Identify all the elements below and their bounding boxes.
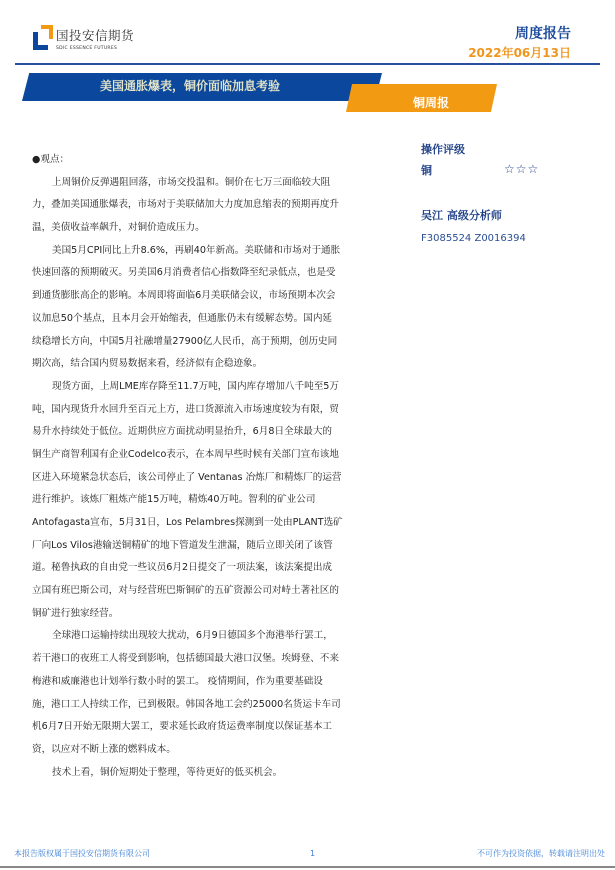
text-line: 上周铜价反弹遇阻回落，市场交投温和。铜价在七万三面临较大阻 bbox=[52, 176, 331, 188]
report-type: 周度报告 bbox=[515, 26, 571, 42]
text-line: 进行维护。该炼厂粗炼产能15万吨，精炼40万吨。智利的矿业公司 bbox=[32, 494, 316, 506]
text-line: 期次高，结合国内贸易数据来看，经济似有企稳迹象。 bbox=[32, 358, 263, 370]
text-line: 力，叠加美国通胀爆表，市场对于美联储加大力度加息缩表的预期再度升 bbox=[32, 199, 339, 211]
report-body bbox=[32, 149, 402, 784]
text-line: 梅港和威廉港也计划举行数小时的罢工。 疫情期间，作为重要基础设 bbox=[32, 675, 323, 687]
rating-commodity: 铜 bbox=[421, 164, 432, 177]
paragraph bbox=[32, 240, 402, 376]
logo-name-cn: 国投安信期货 bbox=[56, 28, 135, 43]
text-line: 到通货膨胀高企的影响。本周即将面临6月美联储会议，市场预期本次会 bbox=[32, 290, 336, 302]
company-logo-icon bbox=[33, 25, 53, 50]
paragraph bbox=[32, 172, 402, 240]
report-tag: 铜周报 bbox=[412, 96, 449, 110]
text-line: 立国有班巴斯公司，对与经营班巴斯铜矿的五矿资源公司对峙土著社区的 bbox=[32, 585, 339, 597]
text-line: 技术上看，铜价短期处于整理，等待更好的低买机会。 bbox=[52, 766, 283, 778]
footer-disclaimer: 不可作为投资依据，转载请注明出处 bbox=[477, 849, 605, 858]
text-line: 全球港口运输持续出现较大扰动，6月9日德国多个海港举行罢工， bbox=[52, 630, 333, 642]
text-line: 议加息50个基点，且本月会开始缩表，但通胀仍未有缓解态势。国内延 bbox=[32, 312, 333, 324]
text-line: 施，港口工人持续工作，已到极限。韩国各地工会约25000名货运卡车司 bbox=[32, 698, 341, 710]
analyst-name: 吴江 高级分析师 bbox=[421, 209, 502, 222]
text-line: 温，美债收益率飙升，对铜价造成压力。 bbox=[32, 222, 205, 234]
text-line: 现货方面，上周LME库存降至11.7万吨，国内库存增加八千吨至5万 bbox=[52, 380, 339, 392]
section-label: ●观点： bbox=[32, 154, 70, 165]
analyst-certificate: F3085524 Z0016394 bbox=[421, 233, 526, 244]
text-line: 续稳增长方向，中国5月社融增量27900亿人民币，高于预期，创历史同 bbox=[32, 335, 338, 347]
header-divider bbox=[15, 63, 600, 65]
footer-copyright: 本报告版权属于国投安信期货有限公司 bbox=[14, 849, 150, 858]
text-line: 铜生产商智利国有企业Codelco表示，在本周早些时候有关部门宣布该地 bbox=[32, 448, 339, 460]
text-line: 厂向Los Vilos港输送铜精矿的地下管道发生泄漏，随后立即关闭了该管 bbox=[32, 539, 333, 551]
text-line: 铜矿进行独家经营。 bbox=[32, 607, 119, 619]
rating-stars-icon: ☆☆☆ bbox=[504, 162, 540, 176]
text-line: Antofagasta宣布，5月31日，Los Pelambres探测到一处由PLANT选矿 bbox=[32, 517, 343, 528]
text-line: 道。秘鲁执政的自由党一些议员6月2日提交了一项法案，该法案提出成 bbox=[32, 562, 333, 574]
text-line: 若干港口的夜班工人将受到影响，包括德国最大港口汉堡。埃姆登、不来 bbox=[32, 653, 339, 665]
text-line: 快速回落的预期破灭。另美国6月消费者信心指数降至纪录低点，也是受 bbox=[32, 267, 336, 279]
page-number: 1 bbox=[310, 849, 316, 858]
text-line: 美国5月CPI同比上升8.6%，再刷40年新高。美联储和市场对于通胀 bbox=[52, 244, 341, 256]
text-line: 机6月7日开始无限期大罢工，要求延长政府货运费率制度以保证基本工 bbox=[32, 721, 333, 733]
text-line: 吨，国内现货升水回升至百元上方，进口货源流入市场速度较为有限，贸 bbox=[32, 403, 339, 415]
paragraph bbox=[32, 762, 402, 785]
paragraph bbox=[32, 625, 402, 761]
footer-divider bbox=[0, 866, 615, 868]
report-title: 美国通胀爆表，铜价面临加息考验 bbox=[99, 79, 280, 93]
rating-heading: 操作评级 bbox=[421, 143, 465, 156]
logo-name-en: SDIC ESSENCE FUTURES bbox=[56, 46, 118, 51]
report-date: 2022年06月13日 bbox=[468, 46, 571, 60]
text-line: 资，以应对不断上涨的燃料成本。 bbox=[32, 743, 176, 755]
text-line: 区进入环境紧急状态后，该公司停止了 Ventanas 冶炼厂和精炼厂的运营 bbox=[32, 471, 342, 483]
paragraph bbox=[32, 376, 402, 626]
text-line: 易升水持续处于低位。近期供应方面扰动明显抬升，6月8日全球最大的 bbox=[32, 426, 333, 438]
